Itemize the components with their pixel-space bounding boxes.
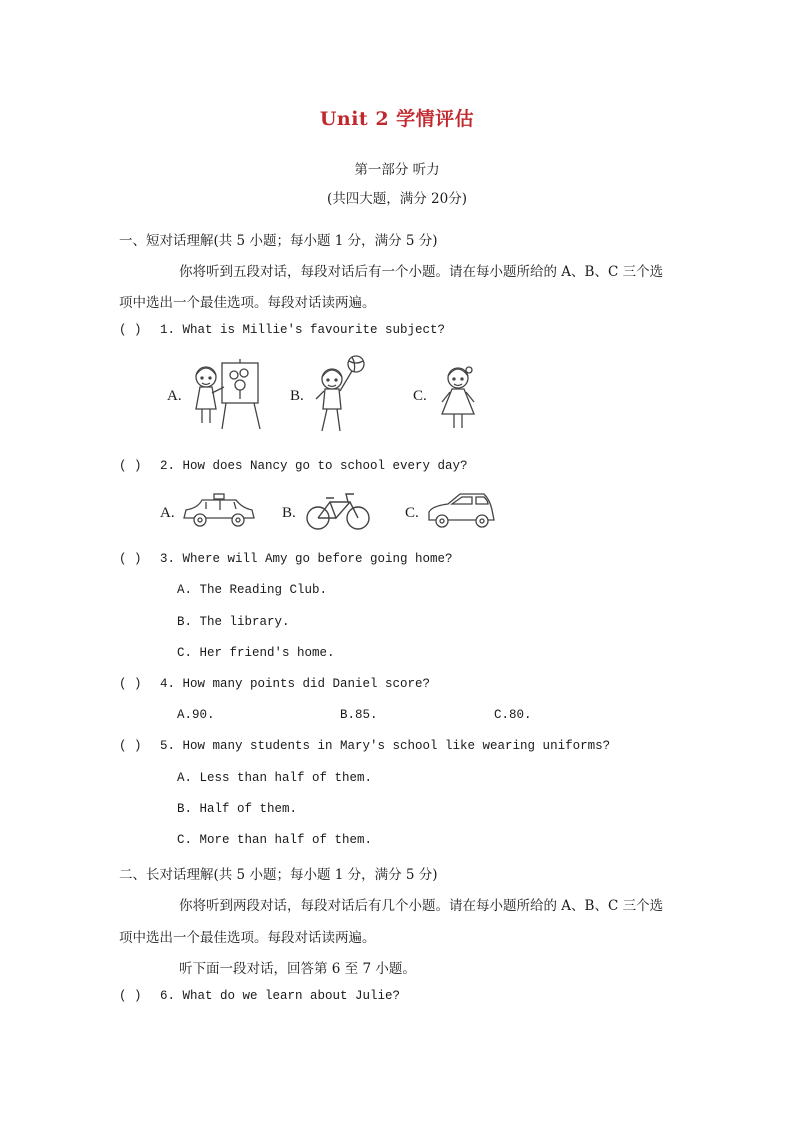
q1-option-b-label[interactable]: B. bbox=[290, 388, 304, 404]
q6-answer-bracket[interactable]: ( ) bbox=[119, 989, 142, 1003]
section1-heading: 一、短对话理解(共 5 小题；每小题 1 分，满分 5 分) bbox=[119, 233, 438, 249]
q5-question-text: 5. How many students in Mary's school like wearing uniforms? bbox=[160, 739, 611, 753]
girl-volleyball-icon bbox=[312, 355, 368, 437]
car-icon bbox=[426, 490, 498, 532]
q5-answer-bracket[interactable]: ( ) bbox=[119, 739, 142, 753]
q2-option-a-label[interactable]: A. bbox=[160, 505, 175, 521]
q5-option-a[interactable]: A. Less than half of them. bbox=[177, 771, 373, 785]
q1-option-c-label[interactable]: C. bbox=[413, 388, 427, 404]
section2-instruction-line2: 项中选出一个最佳选项。每段对话读两遍。 bbox=[119, 930, 376, 946]
q2-answer-bracket[interactable]: ( ) bbox=[119, 459, 142, 473]
bicycle-icon bbox=[304, 490, 372, 532]
q2-question-text: 2. How does Nancy go to school every day? bbox=[160, 459, 468, 473]
q1-answer-bracket[interactable]: ( ) bbox=[119, 323, 142, 337]
girl-painting-icon bbox=[188, 357, 268, 433]
q3-option-b[interactable]: B. The library. bbox=[177, 615, 290, 629]
section2-instruction-line1: 你将听到两段对话，每段对话后有几个小题。请在每小题所给的 A、B、C 三个选 bbox=[179, 898, 664, 914]
q4-question-text: 4. How many points did Daniel score? bbox=[160, 677, 431, 691]
girl-dancing-icon bbox=[436, 362, 480, 432]
q3-option-a[interactable]: A. The Reading Club. bbox=[177, 583, 328, 597]
part-heading: 第一部分 听力 bbox=[354, 162, 440, 178]
taxi-icon bbox=[180, 492, 258, 532]
q3-question-text: 3. Where will Amy go before going home? bbox=[160, 552, 453, 566]
section1-instruction-line1: 你将听到五段对话，每段对话后有一个小题。请在每小题所给的 A、B、C 三个选 bbox=[179, 264, 664, 280]
q6-question-text: 6. What do we learn about Julie? bbox=[160, 989, 401, 1003]
section2-instruction-line3: 听下面一段对话，回答第 6 至 7 小题。 bbox=[179, 961, 416, 977]
q5-option-c[interactable]: C. More than half of them. bbox=[177, 833, 373, 847]
q4-option-c[interactable]: C.80. bbox=[494, 708, 532, 722]
q4-option-b[interactable]: B.85. bbox=[340, 708, 378, 722]
q2-option-c-label[interactable]: C. bbox=[405, 505, 419, 521]
q3-option-c[interactable]: C. Her friend's home. bbox=[177, 646, 335, 660]
q1-option-a-label[interactable]: A. bbox=[167, 388, 182, 404]
q1-question-text: 1. What is Millie's favourite subject? bbox=[160, 323, 446, 337]
q5-option-b[interactable]: B. Half of them. bbox=[177, 802, 298, 816]
q2-option-b-label[interactable]: B. bbox=[282, 505, 296, 521]
q4-option-a[interactable]: A.90. bbox=[177, 708, 215, 722]
page-title: Unit 2 学情评估 bbox=[319, 108, 475, 130]
section1-instruction-line2: 项中选出一个最佳选项。每段对话读两遍。 bbox=[119, 295, 376, 311]
q4-answer-bracket[interactable]: ( ) bbox=[119, 677, 142, 691]
part-note: (共四大题，满分 20分) bbox=[326, 191, 467, 207]
section2-heading: 二、长对话理解(共 5 小题；每小题 1 分，满分 5 分) bbox=[119, 867, 438, 883]
q3-answer-bracket[interactable]: ( ) bbox=[119, 552, 142, 566]
